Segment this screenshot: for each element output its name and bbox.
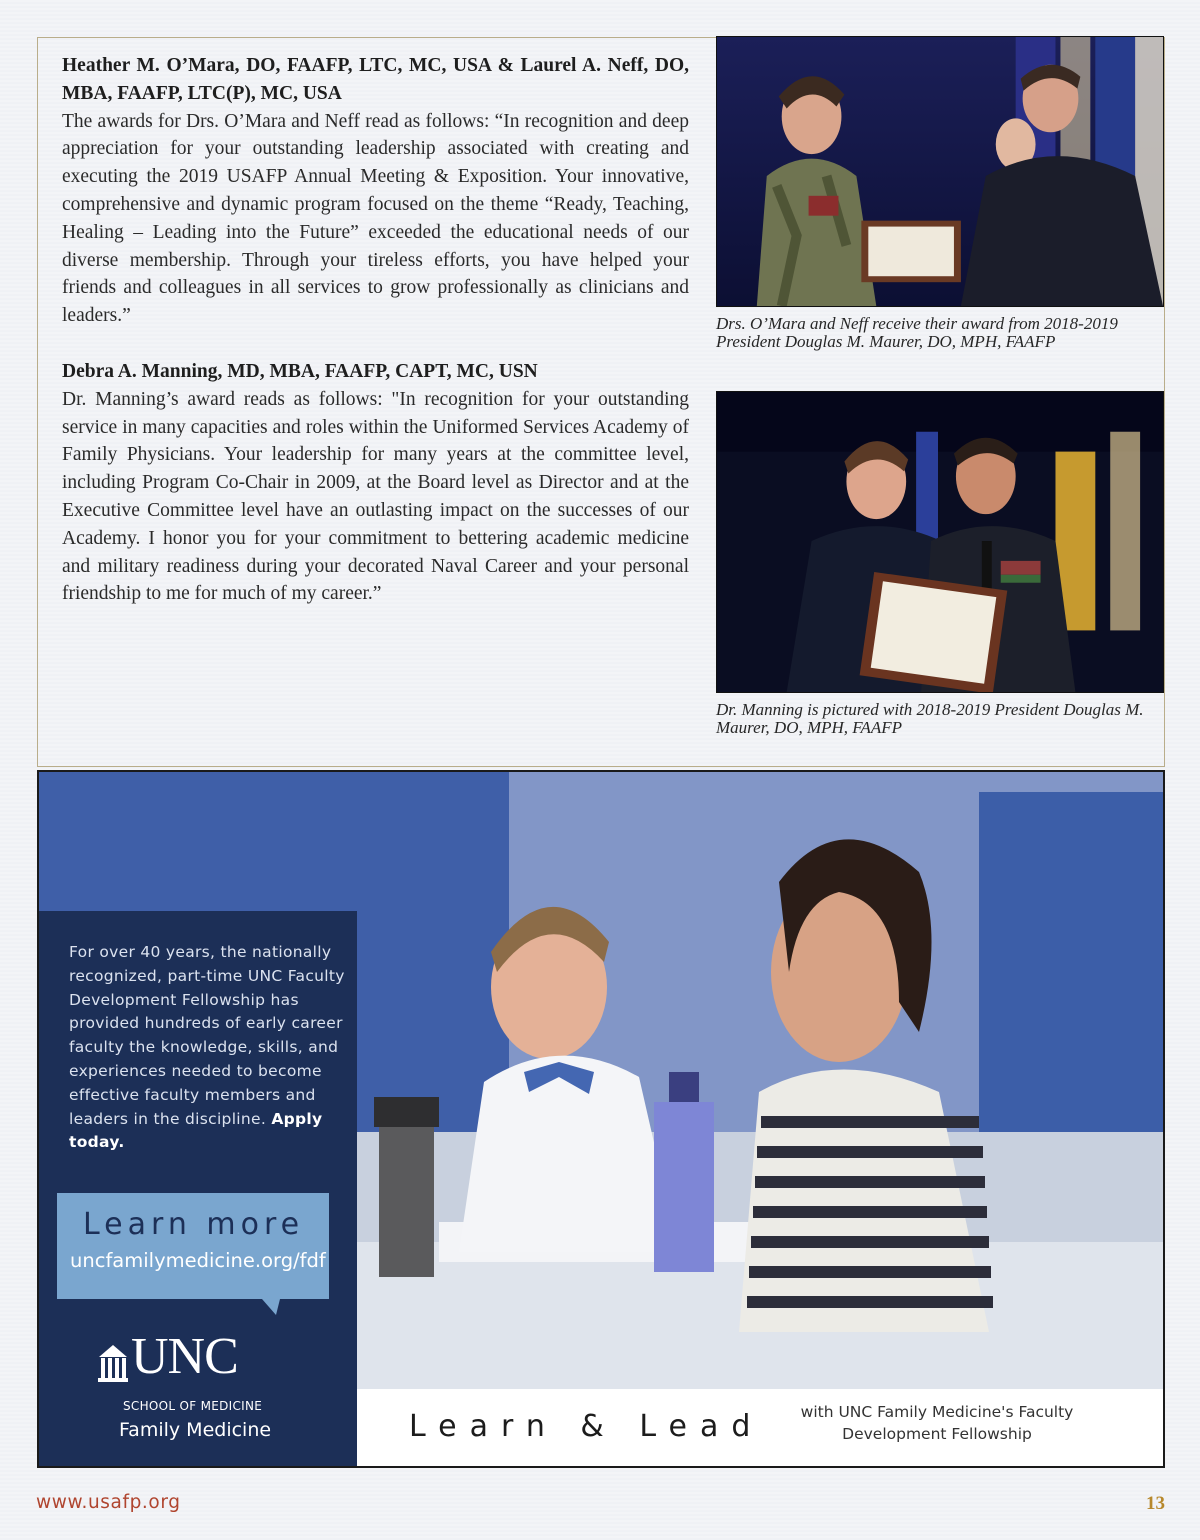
section2-body: Dr. Manning’s award reads as follows: "In recognition for your outstanding service in many capacities and roles within the Uniformed Services Academy of Family Physicians. Your leadership for many years at the committee level, including Program Co-Chair in 2009, at the Board level as Director and at the Executive Committee level have an outlasting impact on the successes of our Academy. I honor you for your commitment to bettering academic medicine and military readiness during your decorated Naval Career and your personal friendship to me for much of my career.” (62, 388, 689, 605)
unc-logo-text: UNC (131, 1328, 238, 1385)
section2-heading: Debra A. Manning, MD, MBA, FAAFP, CAPT, MC, USN (62, 360, 538, 382)
ad-blurb-text: For over 40 years, the nationally recognized, part-time UNC Faculty Development Fellowship has provided hundreds of early career faculty the knowledge, skills, and experiences needed to become effective faculty members and leaders in the discipline. (69, 943, 345, 1128)
learn-and-lead-title: Learn & Lead (409, 1409, 764, 1444)
ad-tagline-strip (357, 1389, 1163, 1466)
photo1-caption: Drs. O’Mara and Neff receive their award from 2018-2019 President Douglas M. Maurer, DO, MPH, FAAFP (716, 314, 1118, 351)
learn-more-label: Learn more (83, 1207, 305, 1242)
section1-body: The awards for Drs. O’Mara and Neff read as follows: “In recognition and deep appreciation for your outstanding leadership associated with creating and executing the 2019 USAFP Annual Meeting & Exposition. Your innovative, comprehensive and dynamic program focused on the theme “Ready, Teaching, Healing – Leading into the Future” exceeded the educational needs of our diverse membership. Through your tireless efforts, you have helped your friends and colleagues in all services to grow professionally as clinicians and leaders.” (62, 110, 689, 327)
section1-heading: Heather M. O’Mara, DO, FAAFP, LTC, MC, USA & Laurel A. Neff, DO, MBA, FAAFP, LTC(P), MC, USA (62, 55, 689, 104)
unc-logo-icon (97, 1337, 129, 1396)
fellowship-tagline: with UNC Family Medicine's Faculty Development Fellowship (800, 1403, 1074, 1443)
award-photo-manning (716, 391, 1164, 693)
unc-advertisement[interactable] (37, 770, 1165, 1468)
apply-today-cta[interactable]: Apply today. (69, 1109, 323, 1152)
school-of-medicine-label: SCHOOL OF MEDICINE (123, 1399, 263, 1413)
learn-more-url[interactable]: uncfamilymedicine.org/fdf (70, 1249, 326, 1272)
page-number: 13 (1146, 1493, 1165, 1514)
photo2-caption: Dr. Manning is pictured with 2018-2019 President Douglas M. Maurer, DO, MPH, FAAFP (716, 700, 1144, 737)
unc-logo (97, 1327, 238, 1396)
footer-website-link[interactable]: www.usafp.org (36, 1492, 181, 1513)
ad-info-panel (39, 911, 357, 1466)
learn-more-button[interactable] (57, 1193, 329, 1299)
award-photo-omara-neff (716, 36, 1164, 307)
article-text (62, 52, 689, 608)
ad-blurb (69, 941, 349, 1155)
family-medicine-label: Family Medicine (119, 1419, 272, 1441)
